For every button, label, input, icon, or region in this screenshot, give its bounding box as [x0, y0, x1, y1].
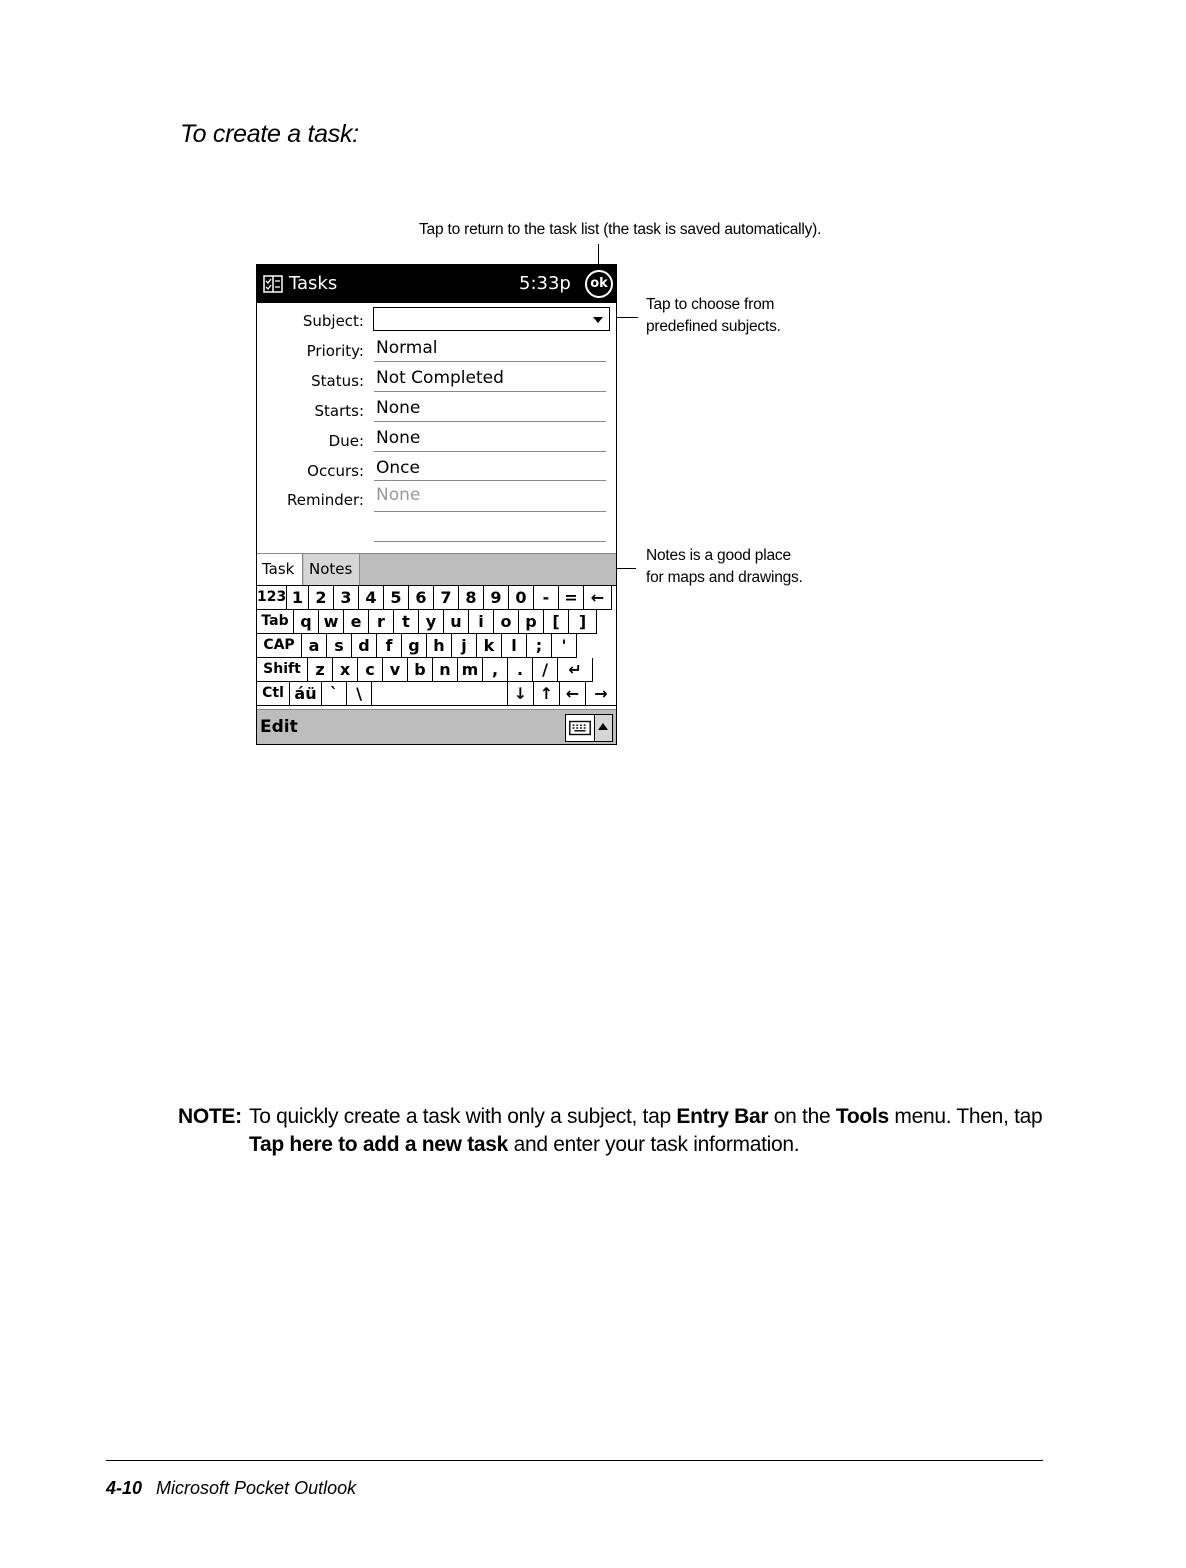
page-number: 4-10: [106, 1478, 143, 1498]
key-row5-8[interactable]: →: [586, 682, 617, 706]
tab-task[interactable]: Task: [257, 554, 303, 585]
edit-menu[interactable]: Edit: [260, 717, 298, 737]
up-arrow-icon[interactable]: [595, 714, 613, 742]
tab-notes[interactable]: Notes: [304, 554, 360, 585]
key-row5-4[interactable]: [372, 682, 508, 706]
tab-strip: [257, 553, 616, 585]
key-row3-11[interactable]: ': [552, 634, 577, 658]
tasks-app-icon[interactable]: [262, 273, 284, 295]
occurs-label: Occurs:: [307, 462, 364, 480]
priority-field[interactable]: Normal: [376, 338, 438, 358]
soft-keyboard: [257, 585, 616, 709]
note-text-3: menu. Then, tap: [888, 1105, 1043, 1128]
priority-rule: [374, 361, 606, 362]
dropdown-arrow-icon[interactable]: [593, 317, 603, 323]
key-row1-6[interactable]: 6: [409, 586, 434, 610]
ok-circle-icon[interactable]: ok: [585, 270, 613, 298]
keyboard-row-3: [257, 634, 616, 658]
key-row4-1[interactable]: z: [308, 658, 333, 682]
key-row4-2[interactable]: x: [333, 658, 358, 682]
status-label: Status:: [311, 372, 364, 390]
key-row1-3[interactable]: 3: [334, 586, 359, 610]
key-row3-9[interactable]: l: [502, 634, 527, 658]
app-title: Tasks: [289, 273, 338, 294]
subject-dropdown[interactable]: [373, 307, 610, 331]
empty-rule: [374, 541, 606, 542]
key-row1-2[interactable]: 2: [309, 586, 334, 610]
key-row2-7[interactable]: u: [444, 610, 469, 634]
key-row3-10[interactable]: ;: [527, 634, 552, 658]
key-row1-9[interactable]: 9: [484, 586, 509, 610]
entry-bar-term: Entry Bar: [676, 1105, 769, 1128]
tools-term: Tools: [835, 1105, 889, 1128]
note-label: NOTE:: [178, 1105, 242, 1128]
callout-ok: Tap to return to the task list (the task is saved automatically).: [419, 221, 822, 238]
key-row5-1[interactable]: áü: [290, 682, 322, 706]
key-row1-0[interactable]: 123: [257, 586, 287, 610]
key-row4-7[interactable]: m: [458, 658, 483, 682]
key-row5-2[interactable]: `: [322, 682, 347, 706]
key-row5-7[interactable]: ←: [560, 682, 586, 706]
key-row4-9[interactable]: .: [508, 658, 533, 682]
key-row5-0[interactable]: Ctl: [257, 682, 290, 706]
key-row1-11[interactable]: -: [534, 586, 559, 610]
starts-label: Starts:: [314, 402, 364, 420]
key-row2-12[interactable]: ]: [569, 610, 597, 634]
key-row3-5[interactable]: g: [402, 634, 427, 658]
key-row1-12[interactable]: =: [559, 586, 584, 610]
key-row2-11[interactable]: [: [544, 610, 569, 634]
due-field[interactable]: None: [376, 428, 421, 448]
reminder-label: Reminder:: [287, 491, 364, 509]
callout-subject-line1: Tap to choose from: [646, 296, 775, 313]
key-row4-10[interactable]: /: [533, 658, 558, 682]
key-row2-6[interactable]: y: [419, 610, 444, 634]
callout-subject-line2: predefined subjects.: [646, 318, 781, 335]
key-row1-8[interactable]: 8: [459, 586, 484, 610]
status-rule: [374, 391, 606, 392]
starts-rule: [374, 421, 606, 422]
reminder-field[interactable]: None: [376, 485, 421, 505]
page-footer: [106, 1478, 356, 1499]
key-row2-1[interactable]: q: [294, 610, 319, 634]
key-row1-5[interactable]: 5: [384, 586, 409, 610]
key-row4-11[interactable]: ↵: [558, 658, 593, 682]
callout-notes-line1: Notes is a good place: [646, 547, 791, 564]
key-row1-10[interactable]: 0: [509, 586, 534, 610]
key-row4-8[interactable]: ,: [483, 658, 508, 682]
key-row1-4[interactable]: 4: [359, 586, 384, 610]
status-field[interactable]: Not Completed: [376, 368, 504, 388]
key-row5-6[interactable]: ↑: [534, 682, 560, 706]
key-row4-5[interactable]: b: [408, 658, 433, 682]
menu-bar: [257, 709, 616, 745]
keyboard-row-5: [257, 682, 616, 706]
keyboard-icon[interactable]: [565, 714, 595, 742]
key-row3-8[interactable]: k: [477, 634, 502, 658]
keyboard-row-1: [257, 586, 616, 610]
key-row3-6[interactable]: h: [427, 634, 452, 658]
key-row2-2[interactable]: w: [319, 610, 344, 634]
key-row1-1[interactable]: 1: [287, 586, 309, 610]
key-row1-13[interactable]: ←: [584, 586, 612, 610]
key-row5-5[interactable]: ↓: [508, 682, 534, 706]
note-body: [249, 1103, 1049, 1159]
tap-here-term: Tap here to add a new task: [249, 1133, 509, 1156]
key-row3-0[interactable]: CAP: [257, 634, 302, 658]
key-row2-9[interactable]: o: [494, 610, 519, 634]
occurs-field[interactable]: Once: [376, 458, 420, 478]
note-text-2: on the: [768, 1105, 836, 1128]
keyboard-row-2: [257, 610, 616, 634]
callout-ok-leader: [598, 244, 599, 266]
key-row3-2[interactable]: s: [327, 634, 352, 658]
due-label: Due:: [328, 432, 364, 450]
key-row4-6[interactable]: n: [433, 658, 458, 682]
priority-label: Priority:: [306, 342, 364, 360]
key-row2-10[interactable]: p: [519, 610, 544, 634]
key-row2-3[interactable]: e: [344, 610, 369, 634]
key-row3-1[interactable]: a: [302, 634, 327, 658]
key-row5-3[interactable]: \: [347, 682, 372, 706]
due-rule: [374, 451, 606, 452]
occurs-rule: [374, 480, 606, 481]
footer-title: Microsoft Pocket Outlook: [156, 1478, 357, 1498]
subject-label: Subject:: [302, 312, 364, 330]
key-row2-8[interactable]: i: [469, 610, 494, 634]
note-text-4: and enter your task information.: [508, 1133, 800, 1156]
title-bar: [257, 265, 616, 303]
section-heading: To create a task:: [180, 120, 359, 148]
reminder-rule: [374, 511, 606, 512]
device-screen: [256, 264, 617, 745]
key-row3-3[interactable]: d: [352, 634, 377, 658]
key-row1-7[interactable]: 7: [434, 586, 459, 610]
note-text-1: To quickly create a task with only a subject, tap: [249, 1105, 677, 1128]
keyboard-row-4: [257, 658, 616, 682]
key-row2-4[interactable]: r: [369, 610, 394, 634]
key-row2-5[interactable]: t: [394, 610, 419, 634]
starts-field[interactable]: None: [376, 398, 421, 418]
callout-notes-line2: for maps and drawings.: [646, 569, 803, 586]
key-row2-0[interactable]: Tab: [257, 610, 294, 634]
clock: 5:33p: [519, 273, 571, 294]
key-row3-7[interactable]: j: [452, 634, 477, 658]
footer-rule: [106, 1460, 1043, 1461]
key-row4-4[interactable]: v: [383, 658, 408, 682]
key-row3-4[interactable]: f: [377, 634, 402, 658]
key-row4-3[interactable]: c: [358, 658, 383, 682]
key-row4-0[interactable]: Shift: [257, 658, 308, 682]
